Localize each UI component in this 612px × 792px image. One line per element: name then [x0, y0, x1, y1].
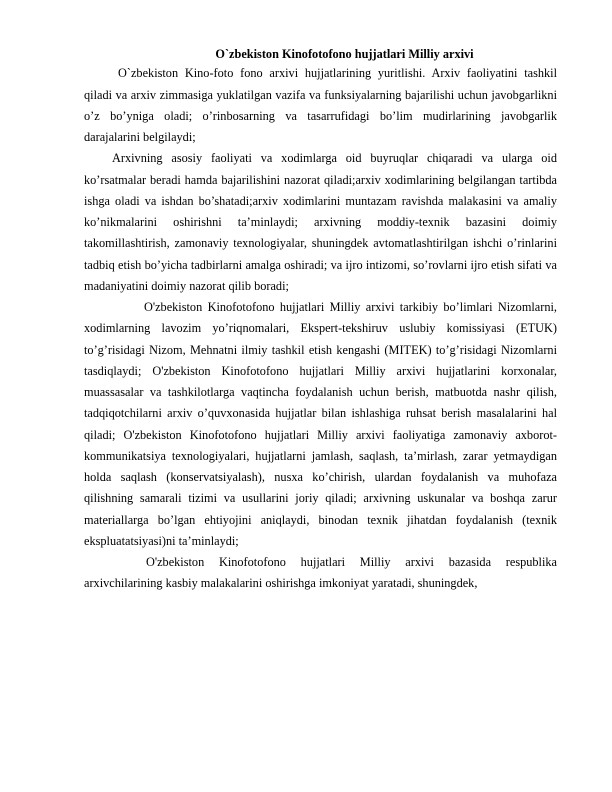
paragraph-4: O'zbekiston Kinofotofono hujjatlari Milliy arxivi bazasida respublika arxivchilarining kasbiy malakalarini oshirishga imkoniyat yaratadi, shuningdek,	[84, 555, 557, 591]
paragraph-1: O`zbekiston Kino-foto fono arxivi hujjatlarining yuritlishi. Arxiv faoliyatini tashkil qiladi va arxiv zimmasiga yuklatilgan vazifa va funksiyalarning bajarilishi uchun javobgarlikni o’z bo’yniga oladi; o’rinbosarning va tasarrufidagi bo’lim mudirlarining javobgarlik darajalarini belgilaydi;	[84, 66, 557, 144]
document-body	[84, 44, 557, 595]
paragraph-3: O'zbekiston Kinofotofono hujjatlari Milliy arxivi tarkibiy bo’limlari Nizomlarni, xodimlarning lavozim yo’riqnomalari, Ekspert-tekshiruv uslubiy komissiyasi (ETUK) to’g’risidagi Nizom, Mehnatni ilmiy tashkil etish kengashi (MITEK) to’g’risidagi Nizomlarni tasdiqlaydi; O'zbekiston Kinofotofono hujjatlari Milliy arxivi hujjatlarini korxonalar, muassasalar va tashkilotlarga vaqtincha foydalanish uchun berish, matbuotda nashr qilish, tadqiqotchilarni arxiv o’quvxonasida hujjatlar bilan ishlashiga ruhsat berish masalalarini hal qiladi; O'zbekiston Kinofotofono hujjatlari Milliy arxivi faoliyatiga zamonaviy axborot-kommunikatsiya texnologiyalari, hujjatlarni jamlash, saqlash, ta’mirlash, zarar yetmaydigan holda saqlash (konservatsiyalash), nusxa ko’chirish, ulardan foydalanish va muhofaza qilishning samarali tizimi va usullarini joriy qiladi; arxivning uskunalar va boshqa zarur materiallarga bo’lgan ehtiyojini aniqlaydi, binodan texnik jihatdan foydalanish (texnik ekspluatatsiyasi)ni ta’minlaydi;	[84, 300, 557, 548]
document-title: O`zbekiston Kinofotofono hujjatlari Milliy arxivi	[215, 47, 474, 61]
paragraph-2: Arxivning asosiy faoliyati va xodimlarga oid buyruqlar chiqaradi va ularga oid ko’rsatmalar beradi hamda bajarilishini nazorat qiladi;arxiv xodimlarining belgilangan tartibda ishga oladi va ishdan bo’shatadi;arxiv xodimlarini muntazam ravishda malakasini va amaliy ko’nikmalarini oshirishni ta’minlaydi; arxivning moddiy-texnik bazasini doimiy takomillashtirish, zamonaviy texnologiyalar, shuningdek avtomatlashtirilgan ishchi o’rinlarini tadbiq etish bo’yicha tadbirlarni amalga oshiradi; va ijro intizomi, so’rovlarni ijro etish sifati va madaniyatini doimiy nazorat qilib boradi;	[84, 151, 557, 293]
